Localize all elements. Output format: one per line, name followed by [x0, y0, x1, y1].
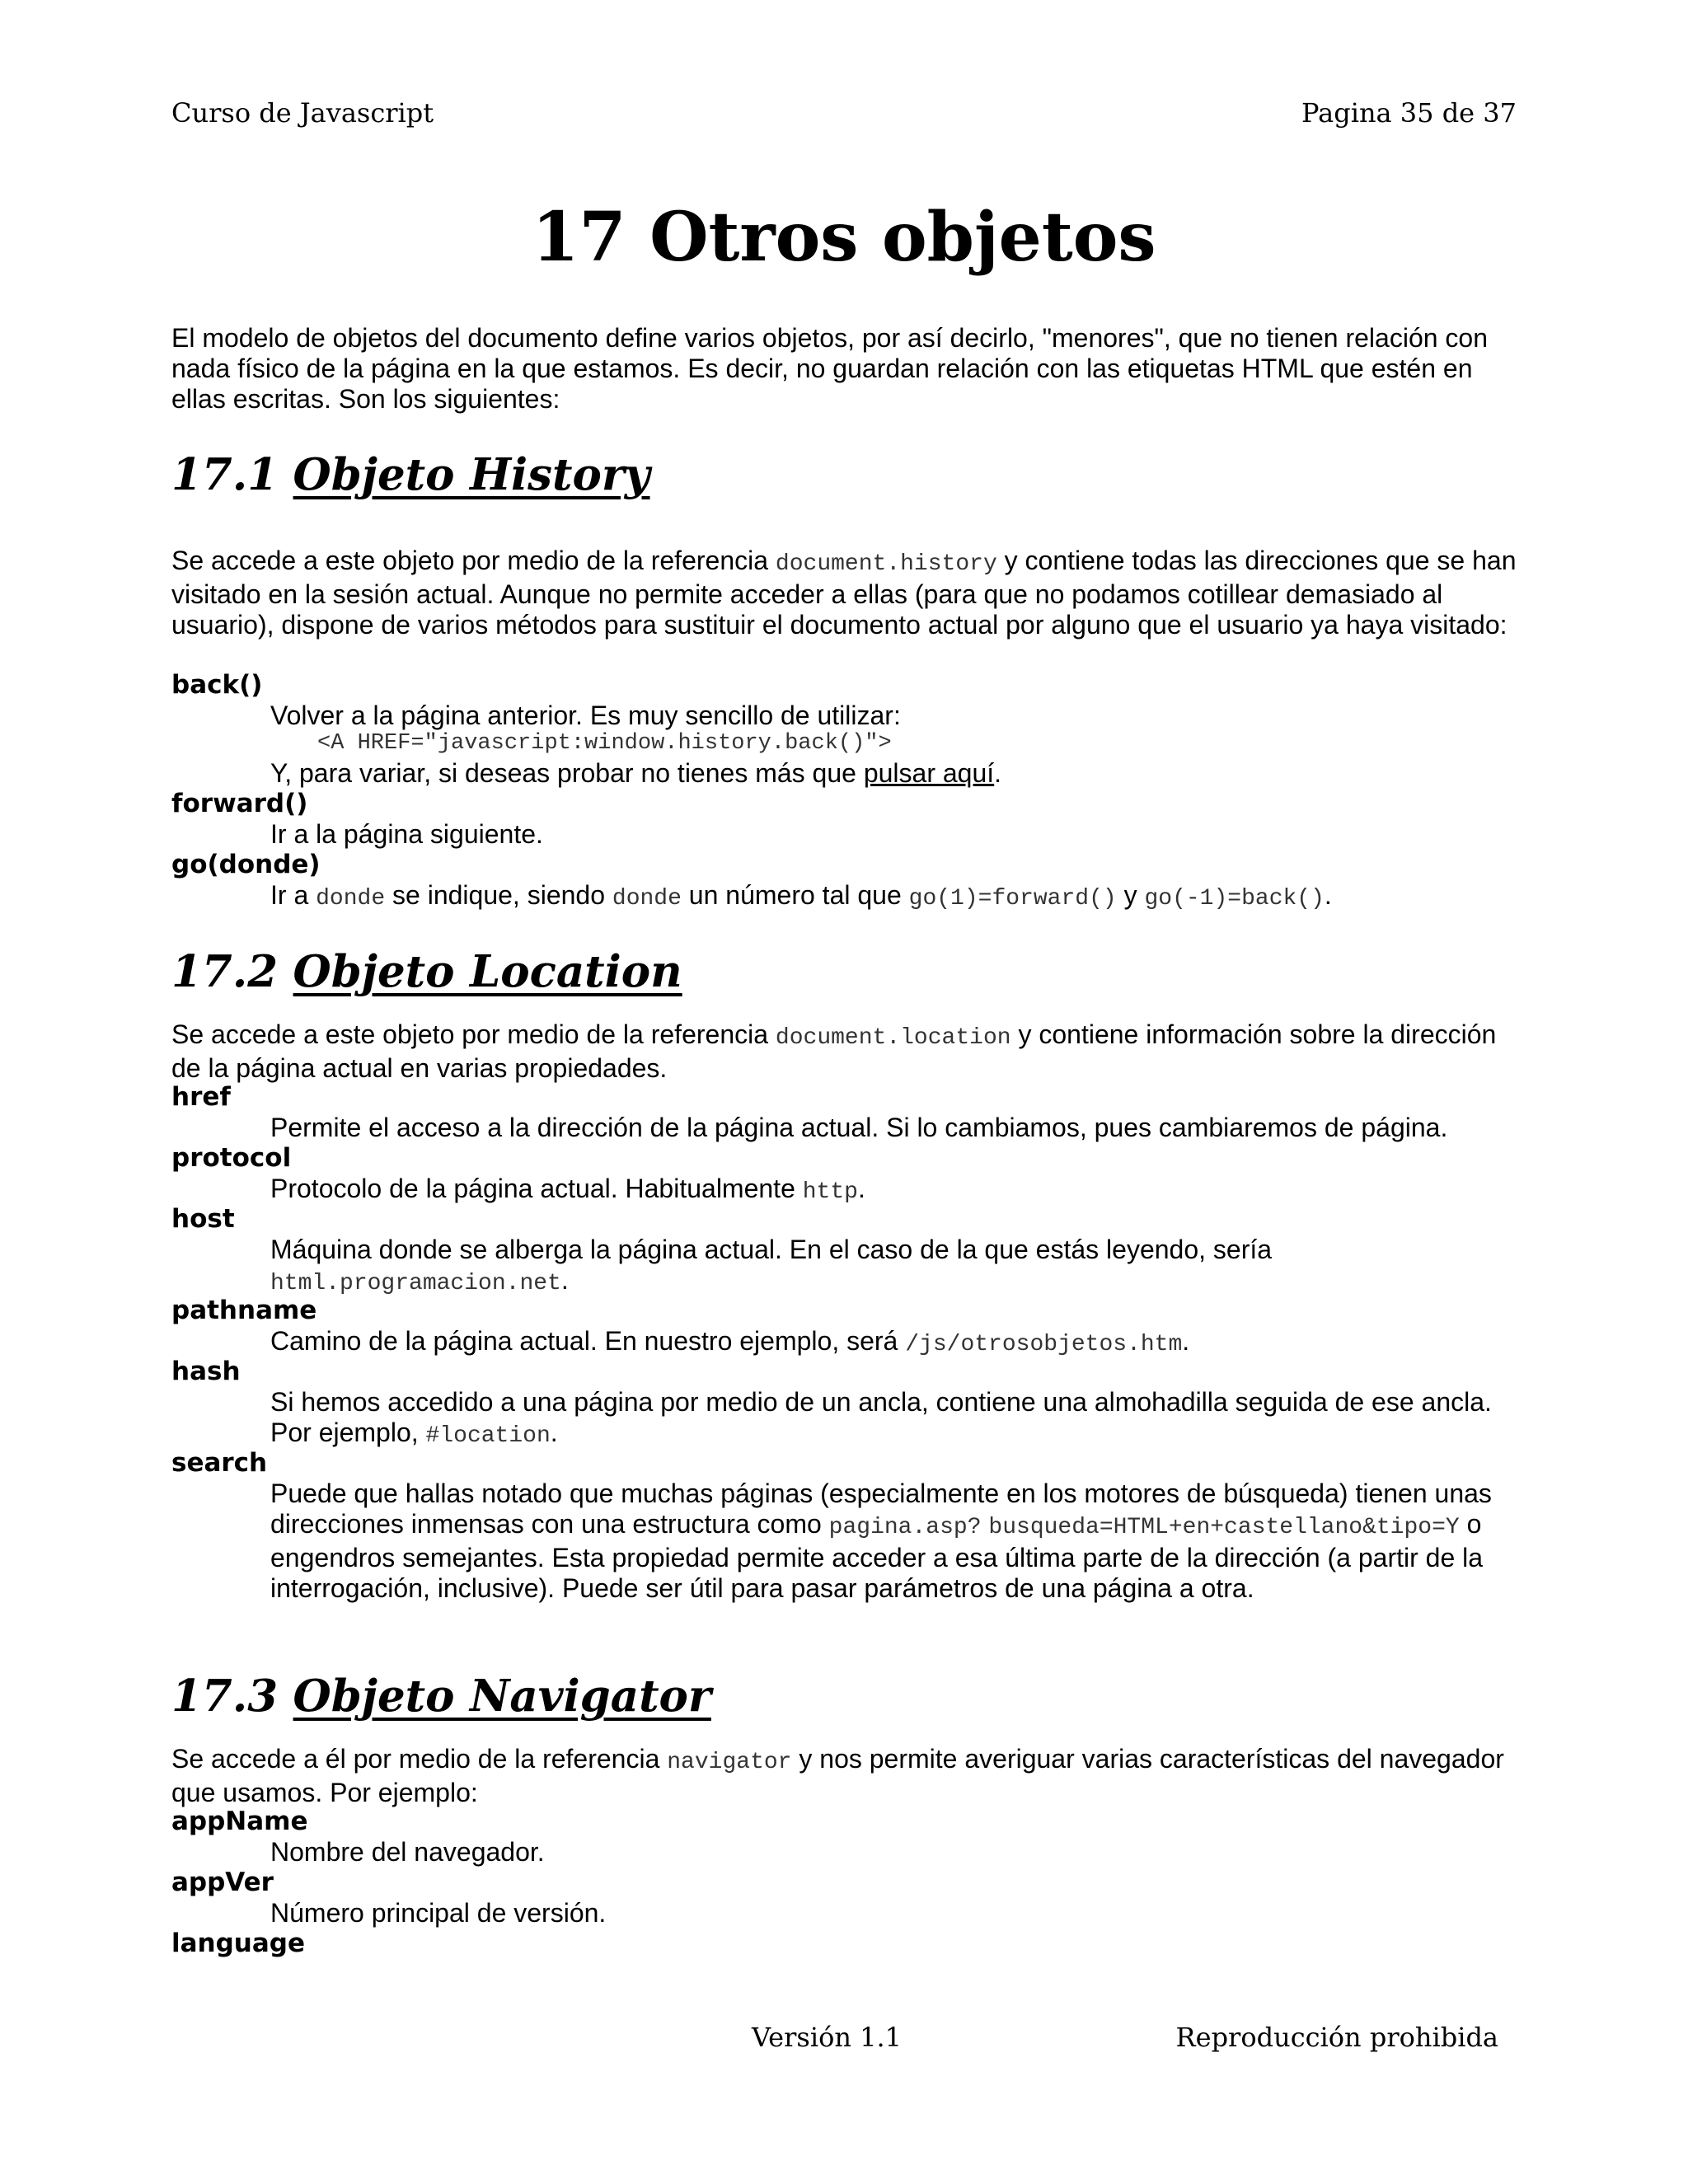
go-text-b: se indique, siendo	[392, 880, 605, 910]
navigator-intro-text-2: y nos permite averiguar varias características del navegador que usamos. Por ejemplo:	[171, 1744, 1504, 1807]
go-text-d: y	[1123, 880, 1137, 910]
navigator-intro-text: Se accede a él por medio de la referencia	[171, 1744, 660, 1774]
term-href: href	[171, 1082, 231, 1112]
hash-end: .	[550, 1418, 558, 1447]
back-code-example: <A HREF="javascript:window.history.back()">	[317, 731, 892, 756]
search-text-b: o engendros semejantes. Esta propiedad permite acceder a esa última parte de la dirección (a partir de la interrogación, inclusive). Puede ser útil para pasar parámetros de una página a otra.	[270, 1509, 1484, 1603]
go-description	[270, 880, 1523, 914]
hash-code: #location	[425, 1423, 551, 1449]
forward-description: Ir a la página siguiente.	[270, 819, 543, 849]
term-forward: forward()	[171, 789, 308, 818]
term-pathname: pathname	[171, 1296, 317, 1325]
term-language: language	[171, 1929, 306, 1958]
term-hash: hash	[171, 1357, 241, 1386]
history-ref-code: document.history	[775, 551, 997, 577]
term-back: back()	[171, 670, 263, 700]
term-protocol: protocol	[171, 1143, 292, 1173]
go-code-donde-2: donde	[612, 886, 682, 912]
intro-paragraph: El modelo de objetos del documento define varios objetos, por así decirlo, "menores", que no tienen relación con nada físico de la página en la que estamos. Es decir, no guardan relación con las etiquetas HTML que estén en ellas escritas. Son los siguientes:	[171, 323, 1489, 414]
section-title: Objeto Location	[293, 946, 682, 997]
back-try-line	[270, 758, 1523, 789]
host-text: Máquina donde se alberga la página actual. En el caso de la que estás leyendo, sería	[270, 1235, 1273, 1264]
section-number: 17.1	[171, 449, 279, 500]
history-intro-text: Se accede a este objeto por medio de la referencia	[171, 546, 769, 575]
navigator-intro	[171, 1744, 1523, 1808]
href-description: Permite el acceso a la dirección de la página actual. Si lo cambiamos, pues cambiaremos de página.	[270, 1113, 1448, 1142]
section-navigator-heading	[171, 1671, 711, 1722]
search-text-a: Puede que hallas notado que muchas páginas (especialmente en los motores de búsqueda) tienen unas direcciones inmensas con una estructura como	[270, 1479, 1492, 1539]
section-title: Objeto History	[293, 449, 650, 500]
pathname-description	[270, 1326, 1523, 1360]
section-location-heading	[171, 946, 682, 997]
chapter-title: 17 Otros objetos	[532, 198, 1156, 277]
pathname-text: Camino de la página actual. En nuestro ejemplo, será	[270, 1326, 898, 1356]
term-appname: appName	[171, 1807, 308, 1836]
location-intro	[171, 1019, 1523, 1084]
back-description: Volver a la página anterior. Es muy sencillo de utilizar:	[270, 701, 901, 730]
search-description	[270, 1479, 1523, 1604]
appname-description: Nombre del navegador.	[270, 1837, 545, 1867]
section-title: Objeto Navigator	[293, 1671, 711, 1722]
protocol-end: .	[857, 1174, 865, 1203]
location-ref-code: document.location	[775, 1025, 1011, 1051]
search-code-2: busqueda=HTML+en+castellano&tipo=Y	[988, 1515, 1460, 1540]
footer-version: Versión 1.1	[752, 2022, 902, 2053]
protocol-code: http	[802, 1179, 858, 1205]
header-page-number: Pagina 35 de 37	[1301, 97, 1517, 129]
hash-text: Si hemos accedido a una página por medio de un ancla, contiene una almohadilla seguida de ese ancla. Por ejemplo,	[270, 1387, 1492, 1447]
host-end: .	[560, 1265, 569, 1295]
search-code-1: pagina.asp?	[828, 1515, 982, 1540]
pulsar-aqui-link[interactable]: pulsar aquí	[863, 758, 995, 788]
back-try-end: .	[994, 758, 1002, 788]
term-search: search	[171, 1448, 268, 1478]
go-code-donde: donde	[316, 886, 386, 912]
appver-description: Número principal de versión.	[270, 1898, 607, 1928]
term-go: go(donde)	[171, 850, 321, 879]
section-history-heading	[171, 449, 650, 500]
history-intro	[171, 546, 1523, 640]
go-code-forward: go(1)=forward()	[908, 886, 1117, 912]
location-intro-text: Se accede a este objeto por medio de la referencia	[171, 1019, 769, 1049]
navigator-ref-code: navigator	[667, 1750, 792, 1775]
protocol-description	[270, 1174, 1523, 1207]
page-header	[171, 97, 1517, 134]
host-code: html.programacion.net	[270, 1271, 561, 1296]
history-intro-text-2: y contiene todas las direcciones que se han visitado en la sesión actual. Aunque no permite acceder a ellas (para que no podamos cotillear demasiado al usuario), dispone de varios métodos para sustituir el documento actual por alguno que el usuario ya haya visitado:	[171, 546, 1517, 640]
header-course-title: Curso de Javascript	[171, 97, 434, 129]
host-description	[270, 1235, 1523, 1299]
term-host: host	[171, 1204, 235, 1234]
section-number: 17.3	[171, 1671, 279, 1722]
footer-rights: Reproducción prohibida	[1175, 2022, 1498, 2053]
go-end: .	[1324, 880, 1332, 910]
pathname-code: /js/otrosobjetos.htm	[905, 1332, 1183, 1357]
go-text-c: un número tal que	[688, 880, 902, 910]
back-try-text: Y, para variar, si deseas probar no tienes más que	[270, 758, 856, 788]
section-number: 17.2	[171, 946, 279, 997]
protocol-text: Protocolo de la página actual. Habitualmente	[270, 1174, 795, 1203]
go-code-back: go(-1)=back()	[1144, 886, 1325, 912]
location-intro-text-2: y contiene información sobre la dirección de la página actual en varias propiedades.	[171, 1019, 1497, 1083]
hash-description	[270, 1387, 1523, 1451]
pathname-end: .	[1182, 1326, 1190, 1356]
go-text-a: Ir a	[270, 880, 309, 910]
term-appver: appVer	[171, 1868, 274, 1897]
